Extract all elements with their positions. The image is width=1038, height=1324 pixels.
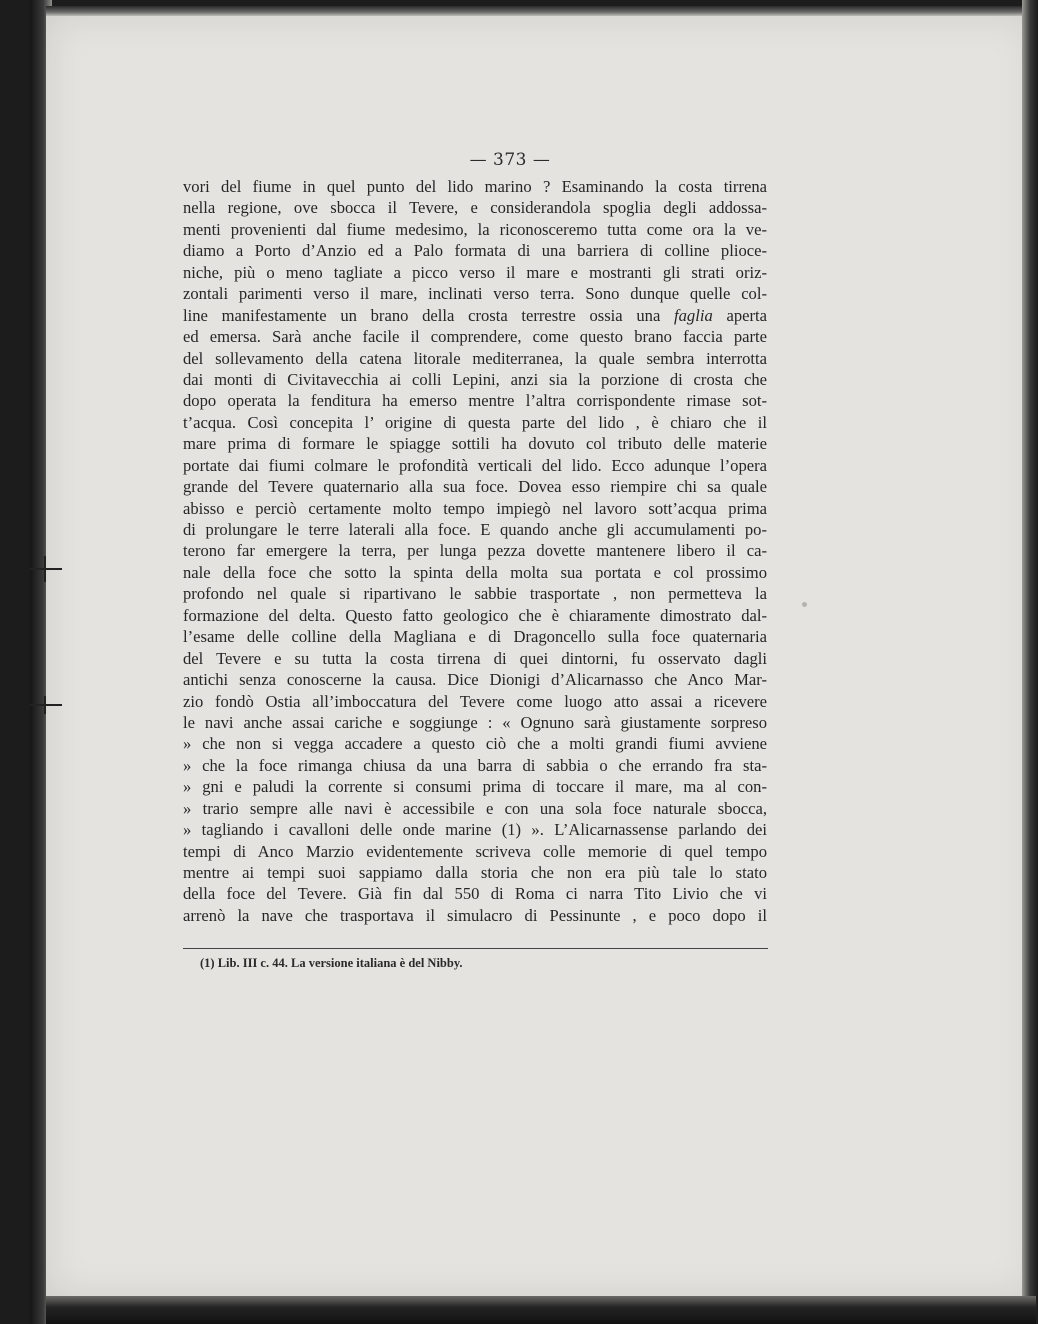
text-line: le navi anche assai cariche e soggiunge : « Ognuno sarà giustamente sorpreso [183,712,767,732]
margin-tick-mark [30,568,62,570]
text-line: menti provenienti dal fiume medesimo, la riconosceremo tutta come ora la ve- [183,219,767,239]
text-line: dai monti di Civitavecchia ai colli Lepini, anzi sia la porzione di crosta che [183,369,767,389]
text-line: niche, più o meno tagliate a picco verso il mare e mostranti gli strati oriz- [183,262,767,282]
text-line: ed emersa. Sarà anche facile il comprendere, come questo brano faccia parte [183,327,767,347]
text-line: line manifestamente un brano della crosta terrestre ossia una faglia aperta [183,305,767,325]
text-line: arrenò la nave che trasportava il simulacro di Pessinunte , e poco dopo il [183,905,767,925]
text-line: del sollevamento della catena litorale mediterranea, la quale sembra interrotta [183,348,767,368]
text-line: del Tevere e su tutta la costa tirrena di quei dintorni, fu osservato dagli [183,648,767,668]
text-line: antichi senza conoscerne la causa. Dice Dionigi d’Alicarnasso che Anco Mar- [183,670,767,690]
margin-tick-mark [44,696,46,714]
text-line: nale della foce che sotto la spinta della molta sua portata e col prossimo [183,562,767,582]
text-line: tempi di Anco Marzio evidentemente scriveva colle memorie di quel tempo [183,841,767,861]
page-number: — 373 — [469,150,551,170]
text-line: abisso e perciò certamente molto tempo impiegò nel lavoro sott’acqua prima [183,498,767,518]
text-line: nella regione, ove sbocca il Tevere, e considerandola spoglia degli addossa- [183,198,767,218]
text-line: vori del fiume in quel punto del lido marino ? Esaminando la costa tirrena [183,177,767,196]
emphasized-word: faglia [674,305,713,325]
text-line: terono far emergere la terra, per lunga pezza dovette mantenere libero il ca- [183,541,767,561]
text-line: diamo a Porto d’Anzio ed a Palo formata di una barriera di colline plioce- [183,241,767,261]
text-line: » che non si vegga accadere a questo ciò che a molti grandi fiumi avviene [183,734,767,754]
text-line: l’esame delle colline della Magliana e di Dragoncello sulla foce quaternaria [183,627,767,647]
text-line: t’acqua. Così concepita l’ origine di questa parte del lido , è chiaro che il [183,412,767,432]
body-text [183,176,767,926]
footnote-rule [183,948,768,949]
text-line: della foce del Tevere. Già fin dal 550 di Roma ci narra Tito Livio che vi [183,884,767,904]
margin-tick-mark [44,556,46,582]
text-line: » tagliando i cavalloni delle onde marine (1) ». L’Alicarnassense parlando dei [183,820,767,840]
paper-spot [802,602,807,607]
text-line: zontali parimenti verso il mare, inclinati verso terra. Sono dunque quelle col- [183,284,767,304]
text-line: formazione del delta. Questo fatto geologico che è chiaramente dimostrato dal- [183,605,767,625]
text-line: grande del Tevere quaternario alla sua foce. Dovea esso riempire chi sa quale [183,477,767,497]
text-line: zio fondò Ostia all’imboccatura del Tevere come luogo atto assai a ricevere [183,691,767,711]
right-edge [1022,0,1038,1324]
footnote: (1) Lib. III c. 44. La versione italiana è del Nibby. [200,956,463,970]
text-line: » gni e paludi la corrente si consumi prima di toccare il mare, ma al con- [183,777,767,797]
top-edge [46,6,1036,16]
text-line: profondo nel quale si ripartivano le sabbie trasportate , non permetteva la [183,584,767,604]
text-line: » che la foce rimanga chiusa da una barra di sabbia o che errando fra sta- [183,755,767,775]
text-line: dopo operata la fenditura ha emerso mentre l’altra corrispondente rimase sot- [183,391,767,411]
text-line: portate dai fiumi colmare le profondità verticali del lido. Ecco adunque l’opera [183,455,767,475]
margin-tick-mark [30,704,62,706]
bottom-edge [46,1296,1036,1324]
text-line: mentre ai tempi suoi sappiamo dalla storia che non era più tale lo stato [183,863,767,882]
text-line: di prolungare le terre laterali alla foce. E quando anche gli accumulamenti po- [183,520,767,539]
text-line: mare prima di formare le spiagge sottili ha dovuto col tributo delle materie [183,434,767,454]
text-line: » trario sempre alle navi è accessibile e con una sola foce naturale sbocca, [183,798,767,818]
